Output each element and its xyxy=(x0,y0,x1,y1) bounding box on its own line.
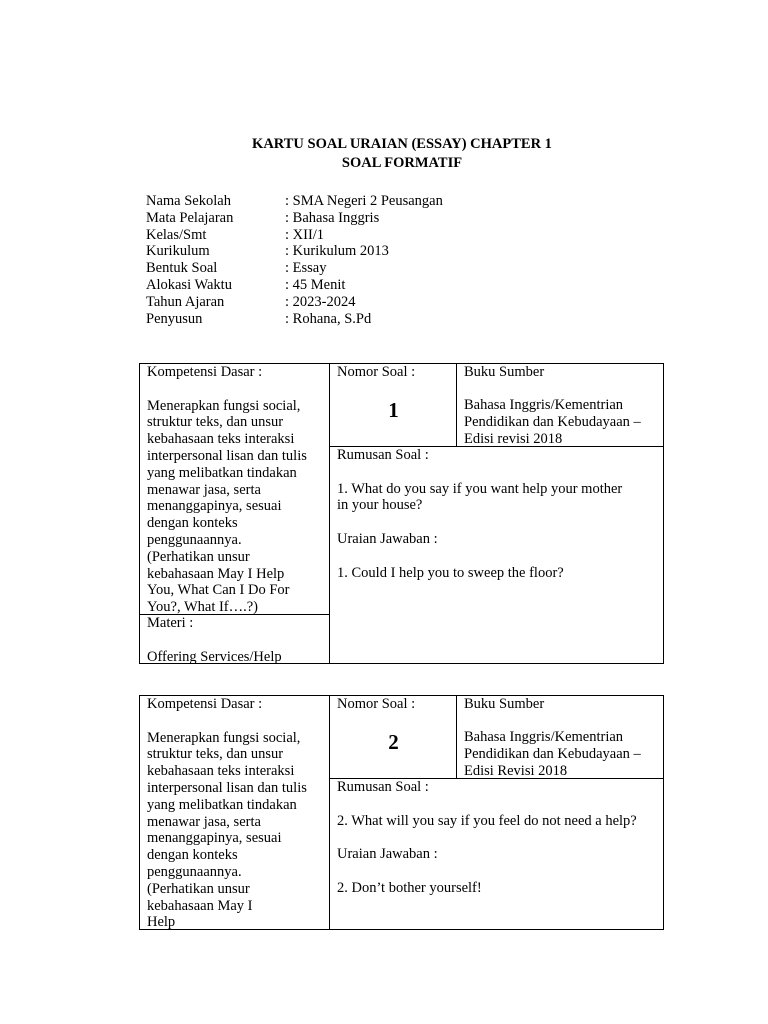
question-card-1 xyxy=(139,363,664,664)
kd-line: Help xyxy=(147,914,176,931)
answer-text: 1. Could I help you to sweep the floor? xyxy=(337,564,564,581)
kd-line: penggunaannya. xyxy=(147,531,242,548)
kd-line: (Perhatikan unsur xyxy=(147,880,250,897)
info-row-year xyxy=(146,294,443,311)
buku-sumber-label: Buku Sumber xyxy=(464,364,545,380)
kd-line: struktur teks, dan unsur xyxy=(147,746,284,763)
kd-line: yang melibatkan tindakan xyxy=(147,796,297,813)
buku-sumber-cell xyxy=(457,364,663,447)
kd-label: Kompetensi Dasar : xyxy=(147,364,263,380)
info-label: Nama Sekolah xyxy=(146,193,231,209)
info-value: : 45 Menit xyxy=(285,276,346,293)
kd-line: (Perhatikan unsur xyxy=(147,548,250,565)
buku-sumber-label: Buku Sumber xyxy=(464,696,545,712)
kd-line: dengan konteks xyxy=(147,515,238,532)
info-row-class xyxy=(146,227,443,244)
kd-line: kebahasaan May I xyxy=(147,897,253,914)
info-label: Tahun Ajaran xyxy=(146,293,225,310)
kd-line: interpersonal lisan dan tulis xyxy=(147,779,307,796)
nomor-soal-cell xyxy=(330,364,457,447)
kd-line: kebahasaan May I Help xyxy=(147,565,285,582)
uraian-label: Uraian Jawaban : xyxy=(337,846,438,863)
info-row-question-type xyxy=(146,260,443,277)
materi-label: Materi : xyxy=(147,615,194,631)
kd-line: You?, What If….?) xyxy=(147,599,259,616)
kd-line: Menerapkan fungsi social, xyxy=(147,729,301,746)
kd-line: menanggapinya, sesuai xyxy=(147,830,282,847)
kompetensi-dasar xyxy=(147,696,325,931)
source-line: Bahasa Inggris/Kementrian xyxy=(464,397,624,413)
kompetensi-dasar xyxy=(147,364,325,616)
info-value: : 2023-2024 xyxy=(285,293,356,310)
rumusan-label: Rumusan Soal : xyxy=(337,779,429,795)
source-line: Pendidikan dan Kebudayaan – xyxy=(464,745,641,762)
info-row-author xyxy=(146,311,443,328)
uraian-label: Uraian Jawaban : xyxy=(337,530,438,547)
info-row-subject xyxy=(146,210,443,227)
info-label: Penyusun xyxy=(146,310,203,327)
nomor-soal-label: Nomor Soal : xyxy=(337,364,416,380)
kd-label: Kompetensi Dasar : xyxy=(147,696,263,712)
school-info xyxy=(146,193,443,327)
question-text: 1. What do you say if you want help your mother xyxy=(337,480,623,497)
nomor-soal-label: Nomor Soal : xyxy=(337,696,416,712)
info-label: Kurikulum xyxy=(146,243,210,260)
question-text: in your house? xyxy=(337,497,423,514)
kd-line: interpersonal lisan dan tulis xyxy=(147,447,307,464)
question-number: 2 xyxy=(388,730,399,754)
rumusan-cell xyxy=(330,447,663,663)
nomor-soal-cell xyxy=(330,696,457,779)
info-value: : XII/1 xyxy=(285,226,325,243)
question-number: 1 xyxy=(388,398,399,422)
kd-line: kebahasaan teks interaksi xyxy=(147,431,295,448)
info-row-time xyxy=(146,277,443,294)
kd-column xyxy=(140,364,330,663)
kd-line: Menerapkan fungsi social, xyxy=(147,397,301,414)
kd-column xyxy=(140,696,330,929)
kd-line: kebahasaan teks interaksi xyxy=(147,763,295,780)
info-label: Alokasi Waktu xyxy=(146,276,232,293)
info-value: : Rohana, S.Pd xyxy=(285,310,372,327)
question-text: 2. What will you say if you feel do not need a help? xyxy=(337,812,637,829)
info-value: : Bahasa Inggris xyxy=(285,209,380,226)
rumusan-cell xyxy=(330,779,663,929)
kd-line: menawar jasa, serta xyxy=(147,813,261,830)
kd-line: struktur teks, dan unsur xyxy=(147,414,284,431)
kd-line: menanggapinya, sesuai xyxy=(147,498,282,515)
buku-sumber-cell xyxy=(457,696,663,779)
info-row-school xyxy=(146,193,443,210)
info-label: Kelas/Smt xyxy=(146,226,207,243)
rumusan-label: Rumusan Soal : xyxy=(337,447,429,463)
source-line: Bahasa Inggris/Kementrian xyxy=(464,729,624,745)
kd-line: penggunaannya. xyxy=(147,863,242,880)
kd-line: You, What Can I Do For xyxy=(147,582,290,599)
info-value: : Kurikulum 2013 xyxy=(285,243,389,260)
document-title: KARTU SOAL URAIAN (ESSAY) CHAPTER 1 xyxy=(252,136,552,152)
buku-sumber-value xyxy=(464,729,664,779)
question-card-2 xyxy=(139,695,664,930)
info-value: : SMA Negeri 2 Peusangan xyxy=(285,193,443,209)
source-line: Edisi revisi 2018 xyxy=(464,430,563,447)
answer-text: 2. Don’t bother yourself! xyxy=(337,879,482,896)
materi-value: Offering Services/Help xyxy=(147,648,282,665)
buku-sumber-value xyxy=(464,397,664,447)
kd-line: yang melibatkan tindakan xyxy=(147,464,297,481)
materi-cell xyxy=(140,614,329,665)
info-label: Mata Pelajaran xyxy=(146,209,234,226)
info-row-curriculum xyxy=(146,243,443,260)
document-subtitle: SOAL FORMATIF xyxy=(341,155,463,171)
kd-line: menawar jasa, serta xyxy=(147,481,261,498)
source-line: Pendidikan dan Kebudayaan – xyxy=(464,413,641,430)
info-value: : Essay xyxy=(285,260,327,277)
source-line: Edisi Revisi 2018 xyxy=(464,762,568,779)
info-label: Bentuk Soal xyxy=(146,260,218,277)
kd-line: dengan konteks xyxy=(147,847,238,864)
